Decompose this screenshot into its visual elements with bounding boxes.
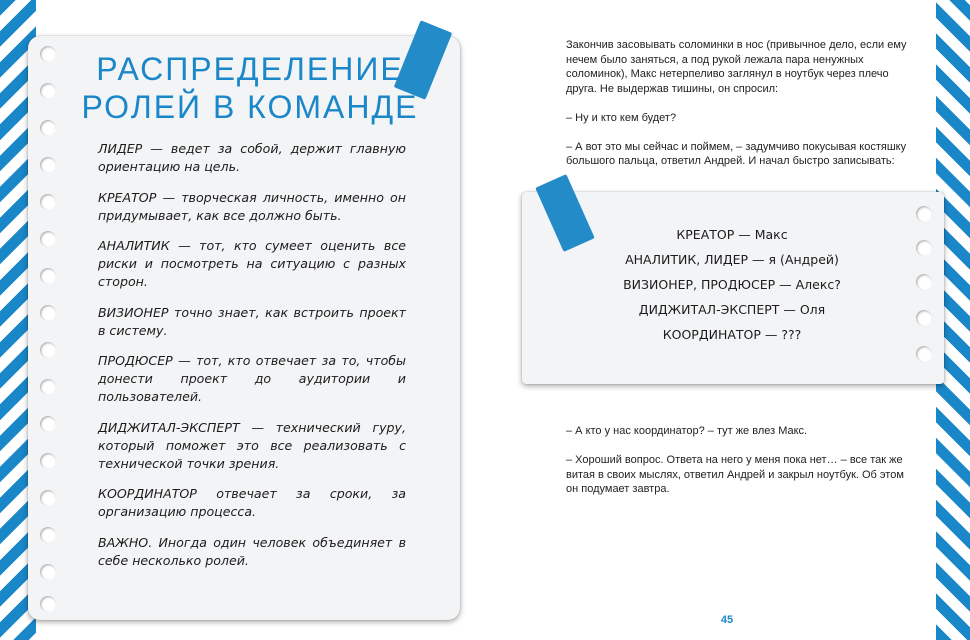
card-title-line-1: РАСПРЕДЕЛЕНИЕ [96,51,404,87]
assignment-line: КООРДИНАТОР — ??? [662,327,802,342]
role-item-producer: ПРОДЮСЕР — тот, кто отвечает за то, чтобы донести проект до аудитории и пользователей. [98,353,406,404]
assignment-line: АНАЛИТИК, ЛИДЕР — я (Андрей) [625,252,839,267]
story-paragraph: – Хороший вопрос. Ответа на него у меня пока нет… – все так же витая в своих мыслях, ответил Андрей и закрыл ноутбук. Об этом он подумает завтра. [566,454,904,495]
page-number: 45 [720,614,734,626]
story-text-bottom [566,424,918,511]
role-item-analyst: АНАЛИТИК — тот, кто сумеет оценить все риски и посмотреть на ситуацию с разных сторон. [98,238,406,289]
role-list [98,140,406,582]
story-paragraph: – Ну и кто кем будет? [566,111,677,124]
assignment-line: ДИДЖИТАЛ-ЭКСПЕРТ — Оля [638,302,826,317]
assignment-line: КРЕАТОР — Макс [676,227,788,242]
card-title [70,50,430,126]
binder-hole [40,120,56,136]
story-paragraph: – А кто у нас координатор? – тут же влез Макс. [566,425,808,437]
binder-hole [40,268,56,284]
story-text-top [566,38,918,183]
binder-hole [40,342,56,358]
story-paragraph: – А вот это мы сейчас и поймем, – задумчиво покусывая костяшку большого пальца, ответил Андрей. И начал быстро записывать: [566,140,907,167]
binder-hole [40,416,56,432]
binder-hole [40,453,56,469]
binder-hole [40,379,56,395]
binder-hole [40,46,56,62]
binder-hole [40,194,56,210]
role-item-creator: КРЕАТОР — творческая личность, именно он придумывает, как все должно быть. [98,189,406,223]
binder-hole [916,206,932,222]
role-item-important-note: ВАЖНО. Иногда один человек объединяет в себе несколько ролей. [98,534,406,568]
binder-hole [40,157,56,173]
binder-hole [40,527,56,543]
assignment-line: ВИЗИОНЕР, ПРОДЮСЕР — Алекс? [623,277,841,292]
binder-hole [40,305,56,321]
binder-hole [40,231,56,247]
story-paragraph: Закончив засовывать соломинки в нос (привычное дело, если ему нечем было заняться, а под рукой лежала пара ненужных соломинок), Макс нетерпеливо заглянул в ноутбук через плечо друга. Не выдержав тишины, он спросил: [566,39,907,95]
binder-hole [40,490,56,506]
role-item-leader: ЛИДЕР — ведет за собой, держит главную ориентацию на цель. [98,141,406,174]
binder-hole [40,596,56,612]
binder-hole [40,564,56,580]
binder-hole [40,83,56,99]
card-title-line-2: РОЛЕЙ В КОМАНДЕ [81,89,419,125]
role-item-digital-expert: ДИДЖИТАЛ-ЭКСПЕРТ — технический гуру, который поможет это все реализовать с технической точки зрения. [98,419,406,471]
role-item-visionary: ВИЗИОНЕР точно знает, как встроить проект в систему. [98,304,406,338]
role-item-coordinator: КООРДИНАТОР отвечает за сроки, за организацию процесса. [98,486,406,519]
binder-hole [916,346,932,362]
